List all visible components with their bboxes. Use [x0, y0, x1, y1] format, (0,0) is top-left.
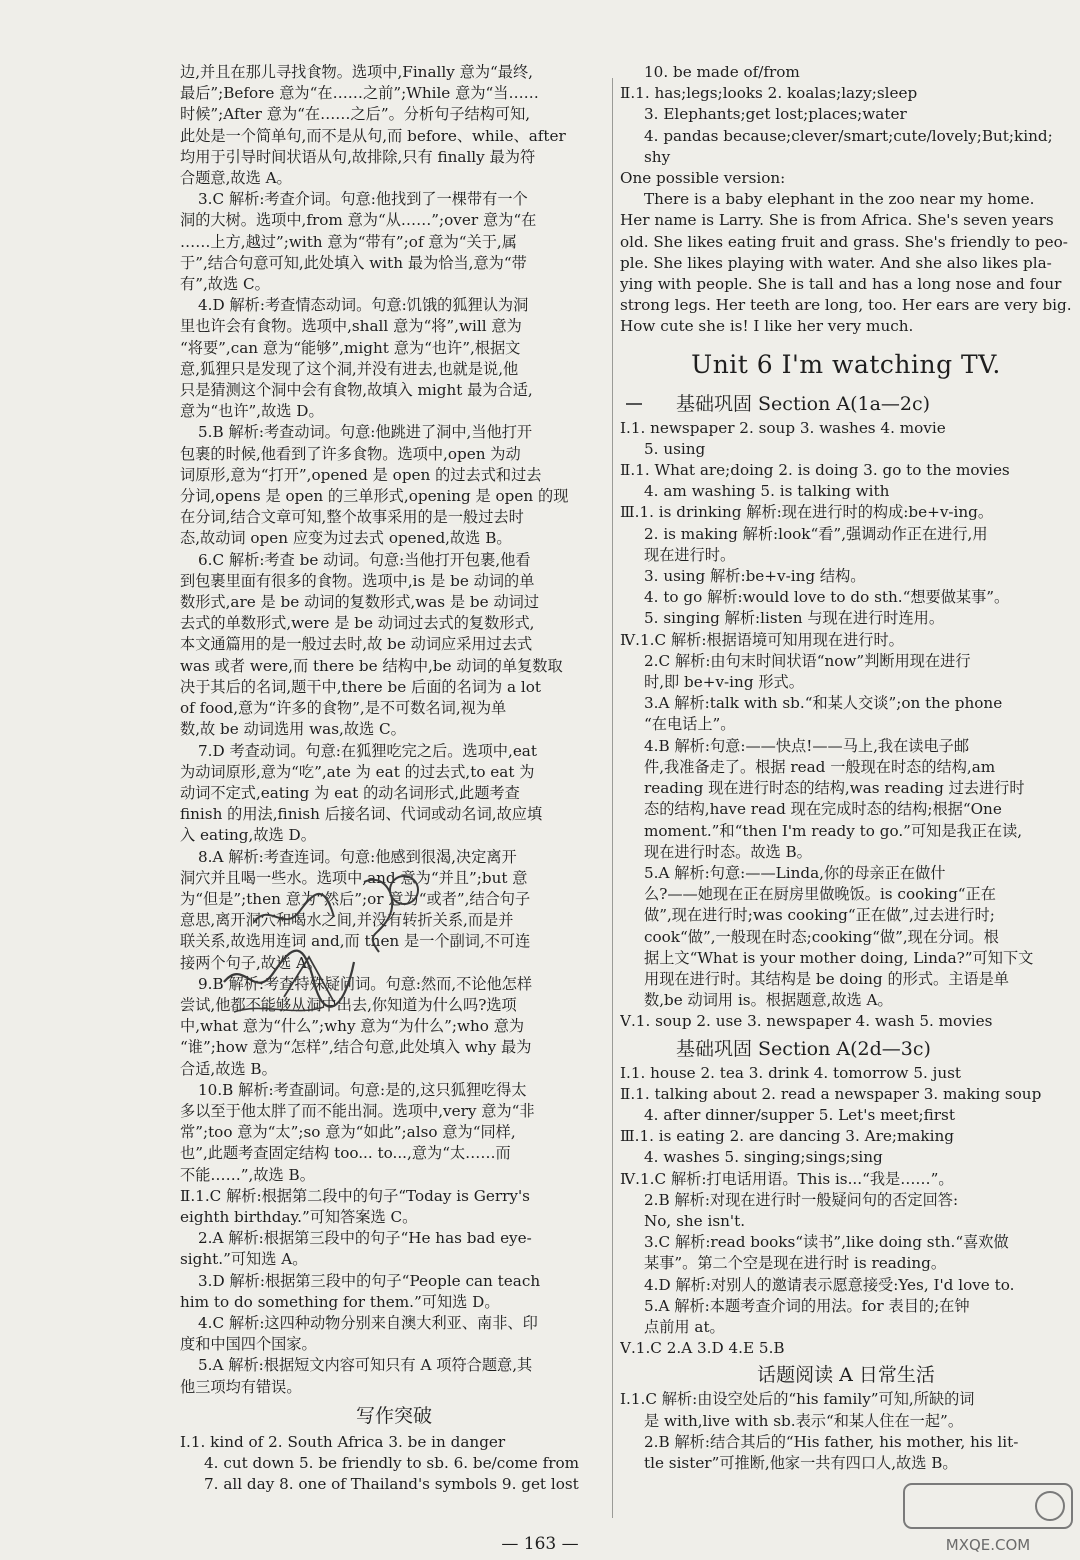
text-line: 现在进行时。: [644, 545, 736, 564]
text-line: 他三项均有错误。: [180, 1377, 302, 1396]
writing-answers: [180, 1432, 608, 1496]
text-line: 入 eating,故选 D。: [180, 826, 316, 845]
text-line: 接两个句子,故选 A。: [180, 953, 323, 972]
text-line: 4.D 解析:对别人的邀请表示愿意接受:Yes, I'd love to.: [644, 1275, 1015, 1294]
text-line: 不能……”,故选 B。: [180, 1165, 315, 1184]
text-line: 做”,现在进行时;was cooking“正在做”,过去进行时;: [644, 906, 995, 925]
text-line: Ⅲ.1. is eating 2. are dancing 3. Are;making: [620, 1127, 954, 1146]
text-line: 5.B 解析:考查动词。句意:他跳进了洞中,当他打开: [198, 423, 533, 442]
text-line: 词原形,意为“打开”,opened 是 open 的过去式和过去: [180, 465, 542, 484]
text-line: ying with people. She is tall and has a long nose and four: [620, 275, 1062, 294]
text-line: 么?——她现在正在厨房里做晚饭。is cooking“正在: [644, 885, 996, 904]
text-line: No, she isn't.: [644, 1211, 746, 1230]
text-line: 分词,opens 是 open 的三单形式,opening 是 open 的现: [180, 487, 569, 506]
text-line: 最后”;Before 意为“在……之前”;While 意为“当……: [180, 84, 539, 103]
text-line: Ⅴ.1.C 2.A 3.D 4.E 5.B: [620, 1339, 785, 1358]
text-line: 洞的大树。选项中,from 意为“从……”;over 意为“在: [180, 211, 537, 230]
column-divider: [612, 78, 613, 1518]
text-line: 于”,结合句意可知,此处填入 with 最为恰当,意为“带: [180, 253, 527, 272]
text-line: 去式的单数形式,were 是 be 动词过去式的复数形式,: [180, 614, 535, 633]
text-line: 只是猜测这个洞中会有食物,故填入 might 最为合适,: [180, 381, 533, 400]
text-line: 多以至于他太胖了而不能出洞。选项中,very 意为“非: [180, 1101, 535, 1120]
text-line: 5. using: [644, 439, 706, 458]
text-line: One possible version:: [620, 169, 786, 188]
right-column: [620, 62, 1072, 1474]
section-2d-3c-answers: [620, 1063, 1072, 1360]
text-line: 里也许会有食物。选项中,shall 意为“将”,will 意为: [180, 317, 522, 336]
text-line: Ⅰ.1. house 2. tea 3. drink 4. tomorrow 5. just: [620, 1063, 962, 1082]
text-line: shy: [644, 147, 671, 166]
text-line: 数形式,are 是 be 动词的复数形式,was 是 be 动词过: [180, 593, 540, 612]
text-line: 用现在进行时。其结构是 be doing 的形式。主语是单: [644, 969, 1009, 988]
text-line: “谁”;how 意为“怎样”,结合句意,此处填入 why 最为: [180, 1038, 532, 1057]
text-line: 态,故动词 open 应变为过去式 opened,故选 B。: [180, 529, 512, 548]
text-line: Ⅰ.1.C 解析:由设空处后的“his family”可知,所缺的词: [620, 1390, 975, 1409]
text-line: 7.D 考查动词。句意:在狐狸吃完之后。选项中,eat: [198, 741, 537, 760]
text-line: 6.C 解析:考查 be 动词。句意:当他打开包裹,他看: [198, 550, 531, 569]
text-line: 4. washes 5. singing;sings;sing: [644, 1148, 883, 1167]
text-line: 意,狐狸只是发现了这个洞,并没有进去,也就是说,他: [180, 359, 519, 378]
text-line: Ⅱ.1. has;legs;looks 2. koalas;lazy;sleep: [620, 84, 918, 103]
text-line: 3. using 解析:be+v-ing 结构。: [644, 567, 866, 586]
text-line: Ⅳ.1.C 解析:根据语境可知用现在进行时。: [620, 630, 904, 649]
text-line: 为“但是”;then 意为“然后”;or 意为“或者”,结合句子: [180, 889, 531, 908]
section-heading-label: 基础巩固 Section A(1a—2c): [676, 392, 931, 415]
text-line: Her name is Larry. She is from Africa. She's seven years: [620, 211, 1054, 230]
text-line: Ⅴ.1. soup 2. use 3. newspaper 4. wash 5. movies: [620, 1012, 993, 1031]
text-line: 在分词,结合文章可知,整个故事采用的是一般过去时: [180, 508, 524, 527]
text-line: Ⅲ.1. is drinking 解析:现在进行时的构成:be+v-ing。: [620, 503, 994, 522]
text-line: reading 现在进行时态的结构,was reading 过去进行时: [644, 779, 1025, 798]
text-line: 4. pandas because;clever/smart;cute/lovely;But;kind;: [644, 126, 1053, 145]
writing-section-heading: 写作突破: [355, 1404, 432, 1427]
text-line: 10.B 解析:考查副词。句意:是的,这只狐狸吃得太: [198, 1080, 527, 1099]
text-line: 为动词原形,意为“吃”,ate 为 eat 的过去式,to eat 为: [180, 762, 535, 781]
text-line: 均用于引导时间状语从句,故排除,只有 finally 最为符: [180, 147, 536, 166]
text-line: 本文通篇用的是一般过去时,故 be 动词应采用过去式: [180, 635, 533, 654]
text-line: 合题意,故选 A。: [180, 169, 292, 188]
text-line: tle sister”可推断,他家一共有四口人,故选 B。: [644, 1453, 958, 1472]
watermark-text: MXQE.COM: [945, 1536, 1031, 1554]
topic-reading-answers: [620, 1389, 1072, 1474]
text-line: 也”,此题考查固定结构 too... to...,意为“太……而: [180, 1144, 511, 1163]
text-line: 意为“也许”,故选 D。: [180, 402, 324, 421]
text-line: 包裹的时候,他看到了许多食物。选项中,open 为动: [180, 444, 521, 463]
text-line: 5.A 解析:句意:——Linda,你的母亲正在做什: [644, 863, 946, 882]
text-line: was 或者 were,而 there be 结构中,be 动词的单复数取: [180, 656, 563, 675]
text-line: 动词不定式,eating 为 eat 的动名词形式,此题考查: [180, 783, 520, 802]
text-line: 现在进行时态。故选 B。: [644, 842, 812, 861]
text-line: Ⅱ.1. talking about 2. read a newspaper 3. making soup: [620, 1084, 1042, 1103]
topic-reading-heading: [620, 1361, 1072, 1389]
text-line: 时,即 be+v-ing 形式。: [644, 673, 804, 692]
text-line: 边,并且在那儿寻找食物。选项中,Finally 意为“最终,: [180, 63, 533, 81]
text-line: 4. am washing 5. is talking with: [644, 482, 890, 501]
text-line: 件,我准备走了。根据 read 一般现在时态的结构,am: [644, 757, 996, 776]
text-line: Ⅳ.1.C 解析:打电话用语。This is...“我是……”。: [620, 1169, 954, 1188]
text-line: 意思,离开洞穴和喝水之间,并没有转折关系,而是并: [180, 911, 514, 930]
text-line: Ⅰ.1. newspaper 2. soup 3. washes 4. movie: [620, 418, 946, 437]
text-line: 5.A 解析:本题考查介词的用法。for 表目的;在钟: [644, 1296, 970, 1315]
text-line: 3.C 解析:考查介词。句意:他找到了一棵带有一个: [198, 190, 528, 209]
text-line: 合适,故选 B。: [180, 1059, 277, 1078]
text-line: 洞穴并且喝一些水。选项中,and 意为“并且”;but 意: [180, 868, 528, 887]
text-line: 5. singing 解析:listen 与现在进行时连用。: [644, 609, 945, 628]
right-top-text: [620, 62, 1072, 338]
text-line: 时候”;After 意为“在……之后”。分析句子结构可知,: [180, 105, 531, 124]
text-line: 5.A 解析:根据短文内容可知只有 A 项符合题意,其: [198, 1356, 533, 1375]
text-line: 据上文“What is your mother doing, Linda?”可知下文: [644, 948, 1034, 967]
text-line: ple. She likes playing with water. And she also likes pla-: [620, 253, 1052, 272]
text-line: ……上方,越过”;with 意为“带有”;of 意为“关于,属: [180, 232, 517, 251]
handwritten-scribble: [214, 862, 434, 1022]
text-line: of food,意为“许多的食物”,是不可数名词,视为单: [180, 699, 507, 718]
text-line: There is a baby elephant in the zoo near my home.: [644, 190, 1035, 209]
text-line: “将要”,can 意为“能够”,might 意为“也许”,根据文: [180, 338, 521, 357]
text-line: cook“做”,一般现在时态;cooking“做”,现在分词。根: [644, 927, 999, 946]
text-line: 10. be made of/from: [644, 63, 800, 81]
unit-title: Unit 6 I'm watching TV.: [691, 349, 1001, 379]
text-line: 2.C 解析:由句末时间状语“now”判断用现在进行: [644, 651, 971, 670]
text-line: 2.B 解析:结合其后的“His father, his mother, his lit-: [644, 1432, 1019, 1451]
text-line: Ⅱ.1. What are;doing 2. is doing 3. go to the movies: [620, 461, 1010, 480]
text-line: 4. after dinner/supper 5. Let's meet;first: [644, 1105, 955, 1124]
text-line: 4. cut down 5. be friendly to sb. 6. be/come from: [204, 1454, 580, 1472]
section-1a-2c-answers: [620, 418, 1072, 1033]
text-line: 度和中国四个国家。: [180, 1335, 317, 1354]
text-line: “在电话上”。: [644, 715, 736, 734]
heading-dash: [626, 403, 642, 405]
topic-heading-label: 话题阅读 A 日常生活: [757, 1364, 935, 1387]
text-line: Ⅱ.1.C 解析:根据第二段中的句子“Today is Gerry's: [180, 1186, 530, 1205]
text-line: 某事”。第二个空是现在进行时 is reading。: [644, 1254, 947, 1273]
text-line: 2. is making 解析:look“看”,强调动作正在进行,用: [644, 524, 988, 543]
text-line: old. She likes eating fruit and grass. She's friendly to peo-: [620, 232, 1068, 251]
text-line: 2.A 解析:根据第三段中的句子“He has bad eye-: [198, 1229, 532, 1248]
text-line: 是 with,live with sb.表示“和某人住在一起”。: [644, 1411, 964, 1430]
text-line: sight.”可知选 A。: [180, 1250, 308, 1269]
text-line: 4.D 解析:考查情态动词。句意:饥饿的狐狸认为洞: [198, 296, 529, 315]
text-line: 联关系,故选用连词 and,而 then 是一个副词,不可连: [180, 932, 531, 951]
text-line: 数,be 动词用 is。根据题意,故选 A。: [644, 991, 893, 1010]
text-line: How cute she is! I like her very much.: [620, 317, 914, 336]
text-line: Ⅰ.1. kind of 2. South Africa 3. be in danger: [180, 1432, 506, 1451]
text-line: 常”;too 意为“太”;so 意为“如此”;also 意为“同样,: [180, 1123, 516, 1142]
text-line: 到包裹里面有很多的食物。选项中,is 是 be 动词的单: [180, 571, 535, 590]
text-line: 尝试,他都不能够从洞中出去,你知道为什么吗?选项: [180, 995, 517, 1014]
text-line: eighth birthday.”可知答案选 C。: [180, 1207, 418, 1226]
text-line: 3.A 解析:talk with sb.“和某人交谈”;on the phone: [644, 694, 1003, 713]
text-line: 9.B 解析:考查特殊疑问词。句意:然而,不论他怎样: [198, 974, 533, 993]
left-column-text: [180, 62, 608, 1398]
text-line: 3.C 解析:read books“读书”,like doing sth.“喜欢做: [644, 1233, 1009, 1252]
text-line: 4. to go 解析:would love to do sth.“想要做某事”。: [644, 588, 1010, 607]
page-number: — 163 —: [501, 1534, 579, 1554]
text-line: 决于其后的名词,题干中,there be 后面的名词为 a lot: [180, 677, 541, 696]
left-column: [180, 62, 608, 1495]
section-heading-1a-2c: [620, 390, 1072, 418]
text-line: strong legs. Her teeth are long, too. Her ears are very big.: [620, 296, 1072, 315]
text-line: moment.”和“then I'm ready to go.”可知是我正在读,: [644, 821, 1023, 840]
text-line: 此处是一个简单句,而不是从句,而 before、while、after: [180, 126, 566, 145]
text-line: him to do something for them.”可知选 D。: [180, 1292, 500, 1311]
text-line: 有”,故选 C。: [180, 275, 270, 294]
text-line: 8.A 解析:考查连词。句意:他感到很渴,决定离开: [198, 847, 517, 866]
text-line: 2.B 解析:对现在进行时一般疑问句的否定回答:: [644, 1190, 959, 1209]
text-line: 数,故 be 动词选用 was,故选 C。: [180, 720, 406, 739]
text-line: 3.D 解析:根据第三段中的句子“People can teach: [198, 1271, 541, 1290]
section-heading-2d-3c: [620, 1035, 1072, 1063]
text-line: finish 的用法,finish 后接名词、代词或动名词,故应填: [180, 805, 543, 824]
text-line: 态的结构,have read 现在完成时态的结构;根据“One: [644, 800, 1002, 819]
text-line: 4.B 解析:句意:——快点!——马上,我在读电子邮: [644, 736, 970, 755]
text-line: 中,what 意为“什么”;why 意为“为什么”;who 意为: [180, 1017, 525, 1036]
text-line: 3. Elephants;get lost;places;water: [644, 105, 907, 124]
section-heading-label: 基础巩固 Section A(2d—3c): [676, 1037, 931, 1060]
text-line: 点前用 at。: [644, 1317, 725, 1336]
text-line: 7. all day 8. one of Thailand's symbols 9. get lost: [204, 1475, 579, 1494]
text-line: 4.C 解析:这四种动物分别来自澳大利亚、南非、印: [198, 1313, 538, 1332]
